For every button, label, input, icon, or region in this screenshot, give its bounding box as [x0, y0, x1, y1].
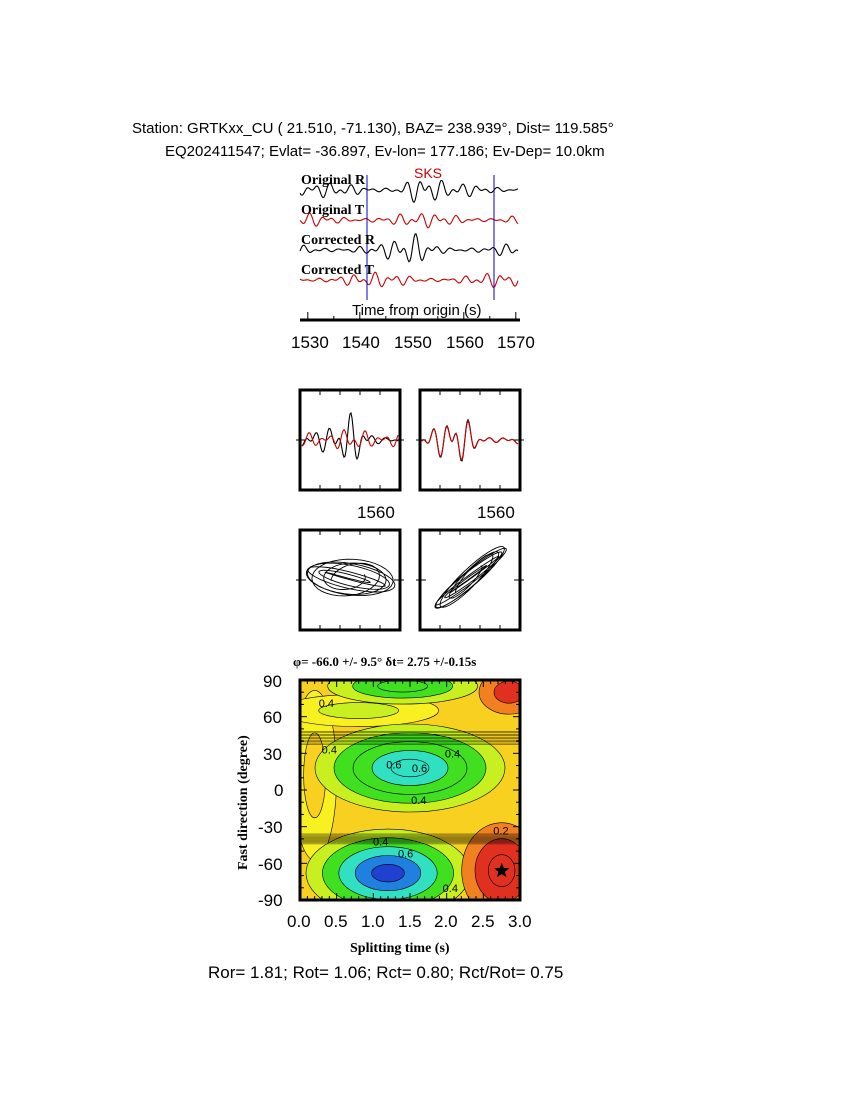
x-tick-0.0: 0.0	[287, 912, 311, 931]
trace-label-original-r: Original R	[301, 173, 366, 188]
contour-label: 0.6	[386, 759, 402, 772]
y-tick-neg90: -90	[258, 891, 283, 910]
contour-label: 0.6	[397, 848, 414, 861]
event-header: EQ202411547; Evlat= -36.897, Ev-lon= 177.186; Ev-Dep= 10.0km	[165, 143, 605, 160]
trace-label-corrected-r: Corrected R	[301, 233, 375, 248]
contour-label: 0.4	[442, 882, 458, 895]
y-tick-0: 0	[274, 781, 284, 800]
trace-tick-1530: 1530	[291, 333, 329, 352]
trace-label-corrected-t: Corrected T	[301, 263, 374, 278]
x-tick-1.5: 1.5	[398, 912, 422, 931]
sks-phase-label: SKS	[414, 165, 443, 181]
wave-panel-left-tick: 1560	[357, 503, 395, 522]
y-tick-30: 30	[263, 745, 282, 764]
y-tick-neg30: -30	[258, 818, 283, 837]
y-tick-90: 90	[263, 672, 282, 691]
trace-xlabel: Time from origin (s)	[352, 302, 482, 319]
wave-panel-right-tick: 1560	[477, 503, 515, 522]
y-tick-neg60: -60	[258, 855, 283, 874]
grid-xlabel: Splitting time (s)	[350, 941, 450, 956]
particle-motion-panels	[296, 530, 524, 630]
x-tick-2.0: 2.0	[434, 912, 458, 931]
x-tick-1.0: 1.0	[361, 912, 385, 931]
result-title: φ= -66.0 +/- 9.5° δt= 2.75 +/-0.15s	[293, 654, 477, 669]
trace-tick-1570: 1570	[497, 333, 535, 352]
result-stats: Ror= 1.81; Rot= 1.06; Rct= 0.80; Rct/Rot= 0.75	[208, 963, 564, 982]
trace-tick-1560: 1560	[446, 333, 484, 352]
contour-label: 0.2	[493, 825, 509, 838]
trace-tick-1540: 1540	[342, 333, 380, 352]
contour-label: 0.4	[444, 748, 461, 761]
contour-label: 0.4	[318, 698, 335, 711]
x-tick-0.5: 0.5	[324, 912, 348, 931]
contour-label: 0.4	[373, 836, 389, 849]
x-tick-2.5: 2.5	[471, 912, 495, 931]
waveform-panels	[296, 390, 524, 490]
contour-label: 0.4	[411, 794, 427, 807]
contour-label: 0.4	[321, 744, 337, 757]
particle-motion-right	[420, 530, 520, 630]
x-tick-3.0: 3.0	[508, 912, 532, 931]
trace-label-original-t: Original T	[301, 203, 365, 218]
station-header: Station: GRTKxx_CU ( 21.510, -71.130), BAZ= 238.939°, Dist= 119.585°	[132, 120, 614, 137]
trace-tick-1550: 1550	[394, 333, 432, 352]
grid-ylabel: Fast direction (degree)	[236, 735, 251, 870]
y-tick-60: 60	[263, 708, 282, 727]
wave-panel-right	[420, 390, 520, 490]
contour-label: 0.6	[411, 763, 428, 775]
splitting-grid-panel	[279, 668, 542, 919]
contour-lower-trough	[372, 864, 405, 882]
wave-panel-left	[300, 390, 400, 490]
